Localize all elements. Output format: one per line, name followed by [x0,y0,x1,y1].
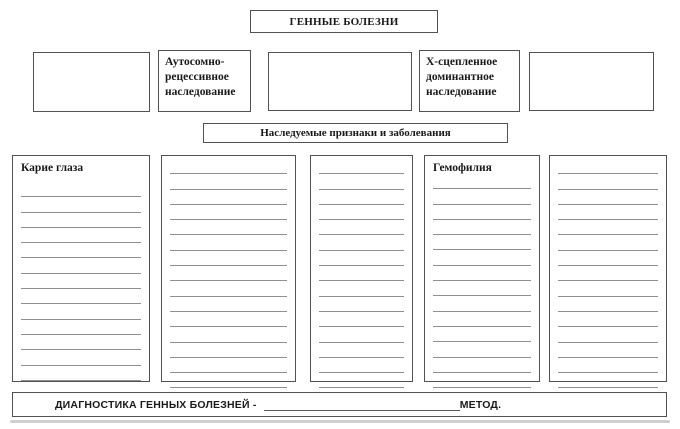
blank-line [433,235,531,250]
blank-line [558,235,658,250]
blank-line [558,312,658,327]
blank-line [558,281,658,296]
blank-line [170,220,287,235]
blank-line [170,312,287,327]
blank-line [558,343,658,358]
blank-line [170,174,287,189]
traits-column-1 [12,155,150,382]
column-title: Гемофилия [433,162,492,174]
traits-column-4 [424,155,540,382]
inheritance-type-label [34,53,149,57]
method-label: МЕТОД. [459,398,502,411]
blank-lines [311,159,412,388]
inheritance-type-box-2 [158,50,251,112]
blank-line [21,350,141,365]
blank-line [558,174,658,189]
traits-column-3 [310,155,413,382]
blank-line [319,266,404,281]
blank-line [21,335,141,350]
blank-line [319,159,404,174]
traits-column-2 [161,155,296,382]
page-title: ГЕННЫЕ БОЛЕЗНИ [289,15,399,28]
blank-line [558,327,658,342]
blank-line [433,312,531,327]
blank-line [433,358,531,373]
blank-line [558,159,658,174]
blank-line [558,266,658,281]
blank-line [21,182,141,197]
blank-line [170,358,287,373]
blank-line [21,228,141,243]
blank-line [21,197,141,212]
blank-line [170,235,287,250]
inheritance-type-label: Аутосомно-рецессивное наследование [165,56,236,98]
blank-line [21,304,141,319]
blank-line [21,213,141,228]
blank-line [21,320,141,335]
blank-line [558,358,658,373]
blank-line [558,190,658,205]
blank-line [433,220,531,235]
blank-line [558,251,658,266]
blank-line [319,373,404,388]
blank-line [433,342,531,357]
blank-line [170,343,287,358]
blank-line [319,235,404,250]
blank-line [433,266,531,281]
blank-line [433,373,531,388]
diagnostics-label: ДИАГНОСТИКА ГЕННЫХ БОЛЕЗНЕЙ - [55,398,260,411]
blank-line [319,358,404,373]
blank-line [558,205,658,220]
title-box [250,10,438,33]
blank-line [21,243,141,258]
blank-line [319,190,404,205]
blank-line [319,220,404,235]
traits-banner-label: Наследуемые признаки и заболевания [260,127,451,139]
inheritance-type-label [530,53,653,57]
blank-line [170,190,287,205]
blank-line [21,366,141,381]
blank-lines [13,182,149,381]
blank-line [433,205,531,220]
blank-line [170,373,287,388]
blank-line [170,281,287,296]
blank-line [433,281,531,296]
blank-line [319,281,404,296]
blank-line [319,174,404,189]
column-title: Карие глаза [21,162,84,174]
blank-line [558,373,658,388]
traits-banner [203,123,508,143]
inheritance-type-box-4 [419,50,520,112]
inheritance-type-label [269,53,411,57]
blank-lines [162,159,295,388]
blank-line [21,274,141,289]
inheritance-type-box-1 [33,52,150,112]
blank-line [170,205,287,220]
blank-line [433,250,531,265]
blank-line [319,312,404,327]
blank-line [170,297,287,312]
blank-line [170,251,287,266]
traits-column-5 [549,155,667,382]
blank-line [433,296,531,311]
blank-lines [550,159,666,388]
blank-line [433,189,531,204]
blank-line [319,251,404,266]
blank-line [558,297,658,312]
page-shadow [10,420,670,423]
blank-line [170,266,287,281]
blank-line [319,297,404,312]
blank-lines [425,174,539,388]
blank-line [170,159,287,174]
blank-line [170,327,287,342]
inheritance-type-label: Х-сцепленное доминантное наследование [426,56,498,98]
blank-line [319,205,404,220]
inheritance-type-box-3 [268,52,412,111]
blank-line [558,220,658,235]
blank-line [21,258,141,273]
inheritance-type-box-5 [529,52,654,111]
fill-in-line [264,399,460,411]
diagnostics-bar [12,392,667,417]
blank-line [433,327,531,342]
blank-line [433,174,531,189]
blank-line [319,343,404,358]
blank-line [21,289,141,304]
blank-line [319,327,404,342]
